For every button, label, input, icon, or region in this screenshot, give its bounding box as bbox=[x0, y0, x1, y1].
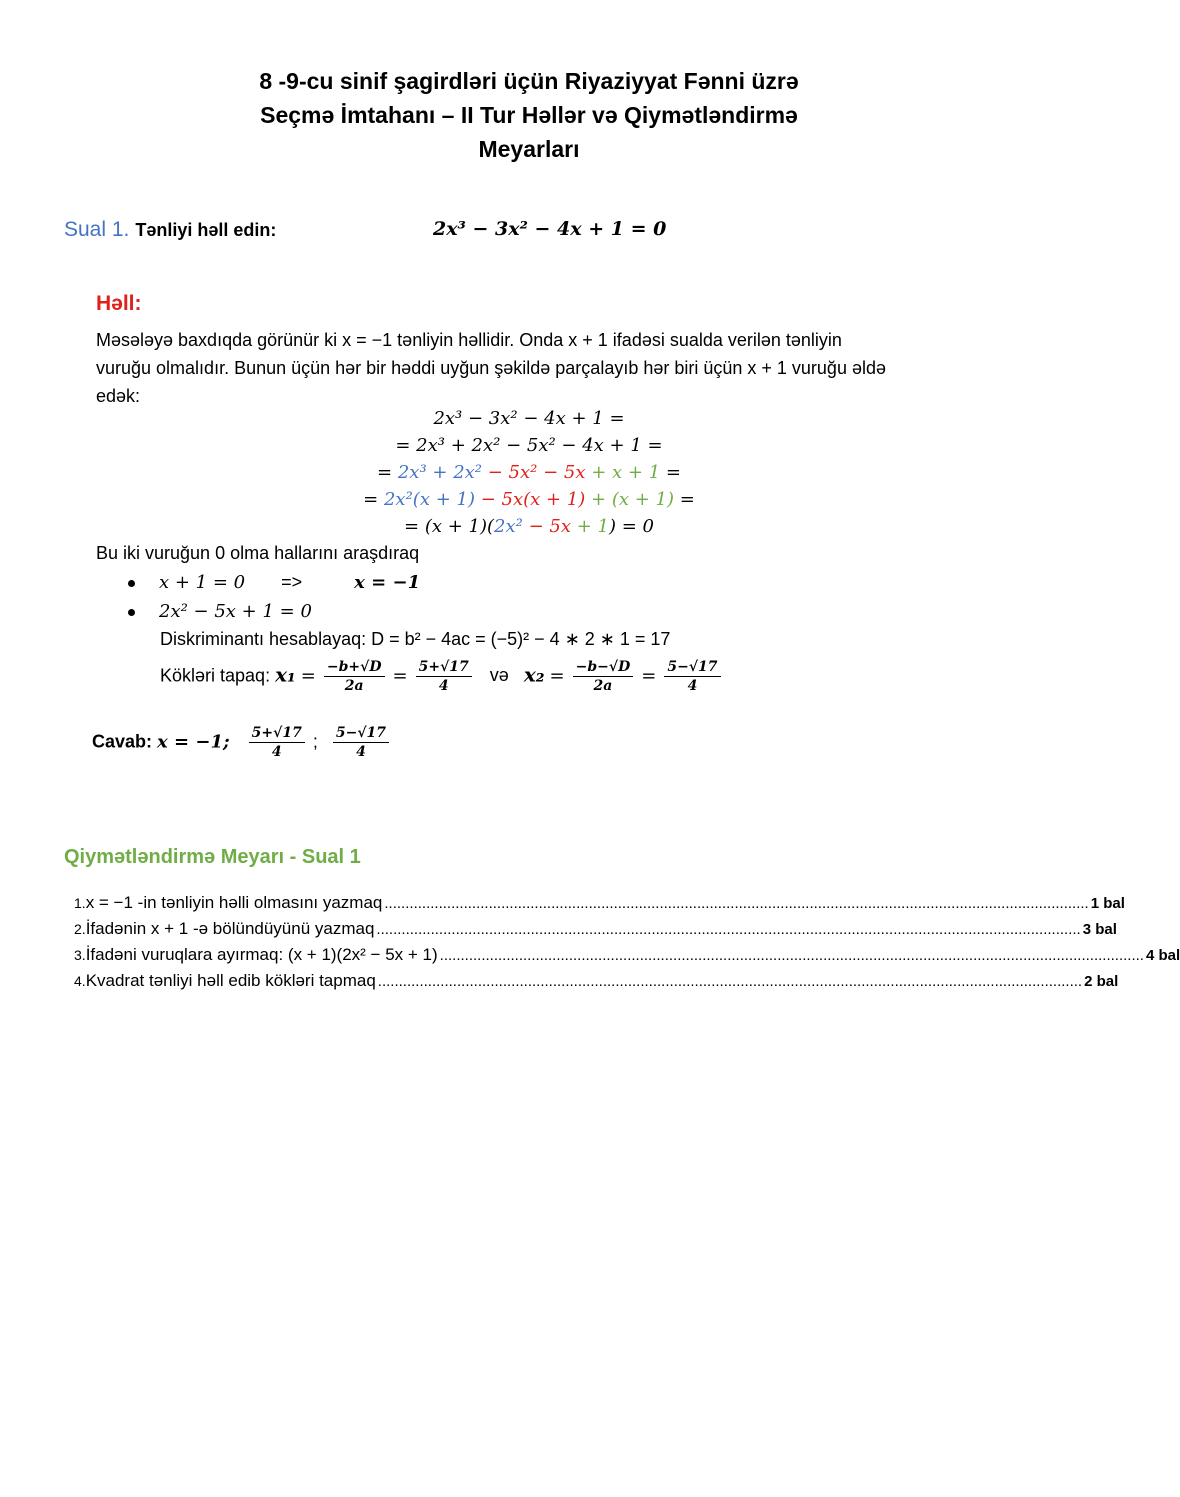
criteria-list bbox=[74, 890, 1180, 994]
step-5-red: − 5x bbox=[522, 516, 571, 537]
case-1-right: x = −1 bbox=[354, 572, 421, 593]
step-4-red: − 5x(x + 1) bbox=[474, 489, 586, 510]
roots-label: Kökləri tapaq: bbox=[160, 665, 271, 686]
question-label: Sual 1. bbox=[64, 218, 130, 241]
intro-line-1: Məsələyə baxdıqda görünür ki x = −1 tənliyin həllidir. Onda x + 1 ifadəsi sualda verilən tənliyin bbox=[96, 330, 842, 350]
solution-intro bbox=[96, 326, 976, 410]
root-1-numerator: 5+√17 bbox=[416, 658, 472, 677]
criteria-item bbox=[74, 968, 1119, 994]
root-2-numerator: 5−√17 bbox=[664, 658, 720, 677]
case-1 bbox=[128, 572, 420, 593]
leader-dots: ......................................................................................................................................................................... bbox=[439, 947, 1144, 964]
formula-2-fraction bbox=[573, 658, 634, 695]
criteria-number: 3. bbox=[74, 947, 86, 963]
title-line-3: Meyarları bbox=[478, 136, 580, 162]
criteria-item bbox=[74, 942, 1180, 968]
equals-sign: = bbox=[300, 665, 316, 687]
title-line-1: 8 -9-cu sinif şagirdləri üçün Riyaziyyat Fənni üzrə bbox=[259, 68, 799, 94]
answer-root-1-numerator: 5+√17 bbox=[249, 724, 305, 743]
step-2: = 2x³ + 2x² − 5x² − 4x + 1 = bbox=[395, 435, 663, 456]
step-5-blue: 2x² bbox=[494, 516, 523, 537]
answer-root-2 bbox=[333, 724, 389, 761]
criteria-text: İfadənin x + 1 -ə bölündüyünü yazmaq bbox=[85, 919, 375, 938]
answer-line bbox=[92, 724, 392, 761]
criteria-text: Kvadrat tənliyi həll edib kökləri tapmaq bbox=[85, 971, 376, 990]
equals-sign: = bbox=[392, 665, 408, 687]
step-4-suffix: = bbox=[674, 489, 695, 510]
leader-dots: ......................................................................................................................................................................... bbox=[376, 921, 1081, 938]
x2-symbol: x₂ bbox=[523, 662, 545, 687]
step-5-green: + 1 bbox=[570, 516, 609, 537]
step-4-blue: 2x²(x + 1) bbox=[383, 489, 475, 510]
criteria-text: x = −1 -in tənliyin həlli olmasını yazmaq bbox=[85, 893, 383, 912]
question-header bbox=[64, 218, 276, 242]
root-2-fraction bbox=[664, 658, 720, 695]
criteria-item bbox=[74, 890, 1125, 916]
document-title bbox=[0, 64, 1058, 166]
answer-root-1 bbox=[249, 724, 305, 761]
formula-2-numerator: −b−√D bbox=[573, 658, 634, 677]
step-5 bbox=[0, 513, 1058, 540]
criteria-number: 1. bbox=[74, 895, 86, 911]
case-2-equation: 2x² − 5x + 1 = 0 bbox=[159, 601, 312, 622]
criteria-item bbox=[74, 916, 1117, 942]
step-3-red: − 5x² − 5x bbox=[482, 462, 586, 483]
step-3 bbox=[0, 459, 1058, 486]
step-4-green: + (x + 1) bbox=[585, 489, 674, 510]
factorization-steps bbox=[0, 405, 1058, 540]
and-word: və bbox=[489, 665, 509, 686]
step-3-blue: 2x³ + 2x² bbox=[397, 462, 483, 483]
leader-dots: ......................................................................................................................................................................... bbox=[377, 973, 1083, 990]
step-3-green: + x + 1 bbox=[585, 462, 661, 483]
step-3-suffix: = bbox=[660, 462, 681, 483]
roots-line bbox=[160, 658, 724, 695]
criteria-heading: Qiymətləndirmə Meyarı - Sual 1 bbox=[64, 846, 361, 868]
root-1-fraction bbox=[416, 658, 472, 695]
answer-root-1-denominator: 4 bbox=[271, 744, 282, 760]
answer-root-2-numerator: 5−√17 bbox=[333, 724, 389, 743]
formula-1-numerator: −b+√D bbox=[324, 658, 385, 677]
criteria-number: 2. bbox=[74, 921, 86, 937]
answer-x: x = −1; bbox=[157, 731, 230, 753]
equals-sign: = bbox=[641, 665, 657, 687]
bullet-dot bbox=[128, 609, 135, 616]
step-5-suffix: ) = 0 bbox=[608, 516, 654, 537]
case-1-left: x + 1 = 0 bbox=[159, 572, 246, 593]
intro-line-3: edək: bbox=[96, 386, 141, 406]
title-line-2: Seçmə İmtahanı – II Tur Həllər və Qiymətləndirmə bbox=[260, 102, 798, 128]
criteria-points: 3 bal bbox=[1082, 921, 1117, 938]
formula-1-fraction bbox=[324, 658, 385, 695]
solution-heading: Həll: bbox=[96, 292, 142, 315]
bullet-dot bbox=[128, 580, 135, 587]
formula-1-denominator: 2a bbox=[344, 678, 364, 694]
x1-symbol: x₁ bbox=[275, 662, 296, 687]
step-4 bbox=[0, 486, 1058, 513]
answer-root-2-denominator: 4 bbox=[356, 744, 366, 760]
criteria-number: 4. bbox=[74, 973, 86, 989]
formula-2-denominator: 2a bbox=[593, 678, 613, 694]
root-2-denominator: 4 bbox=[687, 678, 698, 694]
criteria-points: 1 bal bbox=[1090, 895, 1125, 912]
leader-dots: ......................................................................................................................................................................... bbox=[384, 895, 1089, 912]
question-text: Tənliyi həll edin: bbox=[135, 220, 277, 240]
question-equation: 2x³ − 3x² − 4x + 1 = 0 bbox=[433, 218, 667, 240]
step-1: 2x³ − 3x² − 4x + 1 = bbox=[433, 408, 625, 429]
discriminant-line: Diskriminantı hesablayaq: D = b² − 4ac = (−5)² − 4 ∗ 2 ∗ 1 = 17 bbox=[160, 629, 671, 649]
cases-intro: Bu iki vuruğun 0 olma hallarını araşdıraq bbox=[96, 543, 420, 563]
step-4-prefix: = bbox=[363, 489, 384, 510]
intro-line-2: vuruğu olmalıdır. Bunun üçün hər bir həddi uyğun şəkildə parçalayıb hər biri üçün x + 1 vuruğu əldə bbox=[96, 358, 886, 378]
equals-sign: = bbox=[549, 665, 565, 687]
root-1-denominator: 4 bbox=[438, 678, 449, 694]
step-5-prefix: = (x + 1)( bbox=[404, 516, 495, 537]
answer-separator: ; bbox=[312, 731, 318, 752]
case-1-arrow: => bbox=[281, 572, 303, 592]
case-2 bbox=[128, 601, 312, 622]
answer-label: Cavab: bbox=[92, 731, 153, 752]
criteria-points: 2 bal bbox=[1084, 973, 1119, 990]
criteria-text: İfadəni vuruqlara ayırmaq: (x + 1)(2x² − 5x + 1) bbox=[85, 945, 438, 964]
criteria-points: 4 bal bbox=[1145, 947, 1180, 964]
step-3-prefix: = bbox=[377, 462, 398, 483]
